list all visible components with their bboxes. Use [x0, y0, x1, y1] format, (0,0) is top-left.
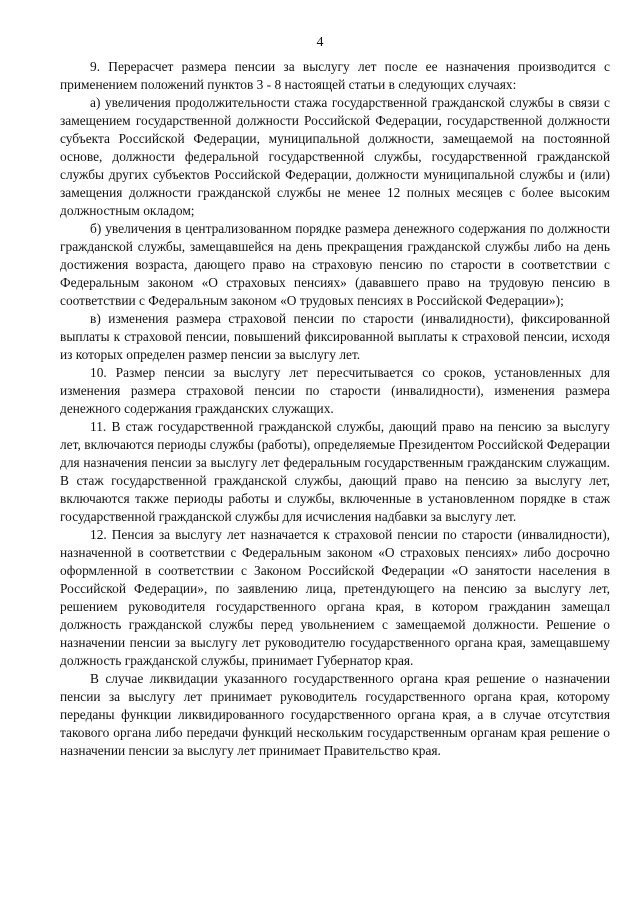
paragraph-item-11: 11. В стаж государственной гражданской службы, дающий право на пенсию за выслугу лет, включаются периоды службы (работы), определяемые Президентом Российской Федерации для назначения пенсии за выслугу лет федеральным государственным гражданским служащим. В стаж государственной гражданской службы, дающий право на пенсию за выслугу лет, включаются также периоды работы и службы, включенные в установленном порядке в стаж государственной гражданской службы для исчисления надбавки за выслугу лет.	[60, 419, 610, 524]
document-body	[60, 58, 610, 760]
paragraph-item-12: 12. Пенсия за выслугу лет назначается к страховой пенсии по старости (инвалидности), назначенной в соответствии с Федеральным законом «О страховых пенсиях» либо досрочно оформленной в соответствии с Законом Российской Федерации «О занятости населения в Российской Федерации», по заявлению лица, претендующего на пенсию за выслугу лет, решением руководителя государственного органа края, в котором гражданин замещал должность гражданской службы перед увольнением с замещаемой должности. Решение о назначении пенсии за выслугу лет руководителю государственного органа края, замещавшему должность гражданской службы, принимает Губернатор края.	[60, 527, 610, 668]
paragraph-liquidation: В случае ликвидации указанного государственного органа края решение о назначении пенсии за выслугу лет принимает руководитель государственного органа края, которому переданы функции ликвидированного государственного органа края, а в случае отсутствия такового органа либо передачи функций нескольким государственным органам края решение о назначении пенсии за выслугу лет принимает Правительство края.	[60, 671, 610, 758]
page-number: 4	[316, 35, 324, 50]
paragraph-item-9: 9. Перерасчет размера пенсии за выслугу лет после ее назначения производится с применением положений пунктов 3 - 8 настоящей статьи в следующих случаях:	[60, 59, 610, 92]
paragraph-subitem-v: в) изменения размера страховой пенсии по старости (инвалидности), фиксированной выплаты к страховой пенсии, повышений фиксированной выплаты к страховой пенсии, исходя из которых определен размер пенсии за выслугу лет.	[60, 311, 610, 362]
paragraph-subitem-b: б) увеличения в централизованном порядке размера денежного содержания по должности гражданской службы, замещавшейся на день прекращения гражданской службы либо на день достижения возраста, дающего право на страховую пенсию по старости в соответствии с Федеральным законом «О страховых пенсиях» (дававшего право на трудовую пенсию в соответствии с Федеральным законом «О трудовых пенсиях в Российской Федерации»);	[60, 221, 610, 308]
paragraph-item-10: 10. Размер пенсии за выслугу лет пересчитывается со сроков, установленных для изменения размера страховой пенсии по старости (инвалидности), изменения размера денежного содержания гражданских служащих.	[60, 365, 610, 416]
paragraph-subitem-a: а) увеличения продолжительности стажа государственной гражданской службы в связи с замещением государственной должности Российской Федерации, государственной должности субъекта Российской Федерации, муниципальной должности, замещаемой на постоянной основе, должности федеральной государственной службы, государственной гражданской службы других субъектов Российской Федерации, должности муниципальной службы и (или) замещения должности гражданской службы не менее 12 полных месяцев с более высоким должностным окладом;	[60, 95, 610, 218]
